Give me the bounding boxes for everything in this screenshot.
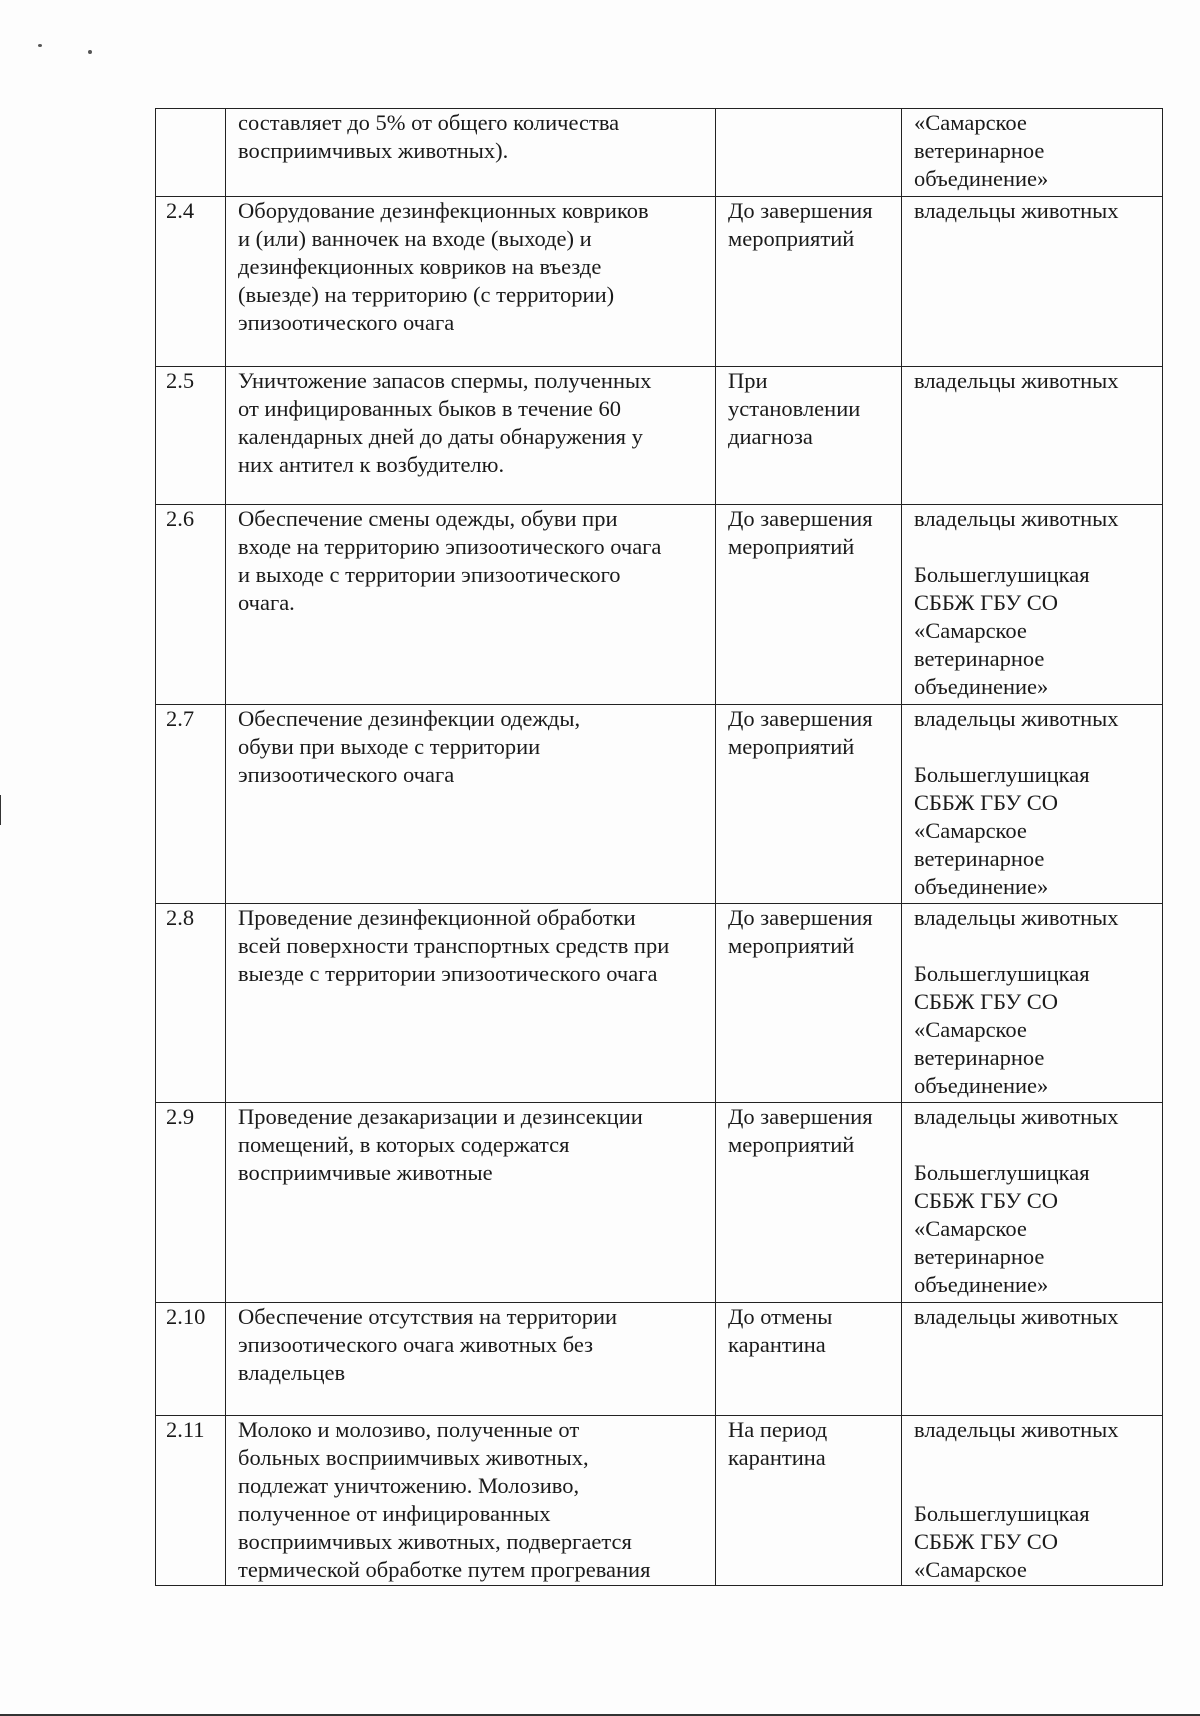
responsible-text bbox=[914, 705, 1154, 901]
measures-table-body bbox=[156, 109, 1163, 1586]
cell-line: Большеглушицкая bbox=[914, 1501, 1090, 1526]
cell-line: объединение» bbox=[914, 166, 1049, 191]
table-row bbox=[156, 904, 1163, 1103]
cell-line: Обеспечение отсутствия на территории bbox=[238, 1304, 618, 1329]
cell-line: До отмены bbox=[728, 1304, 833, 1329]
responsible-cell bbox=[902, 505, 1163, 705]
row-number: 2.6 bbox=[156, 505, 226, 705]
cell-line: Большеглушицкая bbox=[914, 562, 1090, 587]
cell-line: До завершения bbox=[728, 198, 873, 223]
row-number: 2.8 bbox=[156, 904, 226, 1103]
cell-line: Большеглушицкая bbox=[914, 762, 1090, 787]
cell-line: На период bbox=[728, 1417, 828, 1442]
cell-line: мероприятий bbox=[728, 226, 855, 251]
cell-line bbox=[914, 1131, 1154, 1159]
cell-line: ветеринарное bbox=[914, 646, 1045, 671]
cell-line: восприимчивые животные bbox=[238, 1160, 493, 1185]
measure-text bbox=[238, 197, 707, 337]
measure-text bbox=[238, 505, 707, 617]
measure-cell bbox=[226, 1303, 716, 1416]
table-row bbox=[156, 505, 1163, 705]
responsible-text bbox=[914, 904, 1154, 1100]
table-row bbox=[156, 1303, 1163, 1416]
cell-line: дезинфекционных ковриков на въезде bbox=[238, 254, 602, 279]
scan-speck bbox=[38, 44, 42, 47]
measure-cell bbox=[226, 705, 716, 904]
cell-line: ветеринарное bbox=[914, 1045, 1045, 1070]
cell-line: карантина bbox=[728, 1445, 826, 1470]
responsible-cell bbox=[902, 1416, 1163, 1586]
cell-line: полученное от инфицированных bbox=[238, 1501, 551, 1526]
cell-line: владельцы животных bbox=[914, 368, 1119, 393]
deadline-text bbox=[728, 705, 893, 761]
deadline-cell bbox=[716, 197, 902, 367]
deadline-text bbox=[728, 505, 893, 561]
responsible-text bbox=[914, 1416, 1154, 1584]
cell-line: СББЖ ГБУ СО bbox=[914, 590, 1059, 615]
cell-line: СББЖ ГБУ СО bbox=[914, 989, 1059, 1014]
measure-text bbox=[238, 109, 707, 165]
cell-line: термической обработке путем прогревания bbox=[238, 1557, 651, 1582]
measure-cell bbox=[226, 109, 716, 197]
cell-line: установлении bbox=[728, 396, 861, 421]
cell-line bbox=[914, 733, 1154, 761]
deadline-cell bbox=[716, 367, 902, 505]
cell-line: Проведение дезинфекционной обработки bbox=[238, 905, 636, 930]
row-number: 2.11 bbox=[156, 1416, 226, 1586]
cell-line: объединение» bbox=[914, 1272, 1049, 1297]
responsible-text bbox=[914, 1303, 1154, 1331]
cell-line: владельцев bbox=[238, 1360, 346, 1385]
deadline-cell bbox=[716, 904, 902, 1103]
responsible-text bbox=[914, 197, 1154, 225]
cell-line bbox=[914, 1472, 1154, 1500]
row-number bbox=[156, 109, 226, 197]
cell-line: очага. bbox=[238, 590, 295, 615]
cell-line bbox=[914, 533, 1154, 561]
cell-line: обуви при выходе с территории bbox=[238, 734, 541, 759]
cell-line: Большеглушицкая bbox=[914, 1160, 1090, 1185]
cell-line: восприимчивых животных, подвергается bbox=[238, 1529, 632, 1554]
cell-line: ветеринарное bbox=[914, 1244, 1045, 1269]
row-number: 2.4 bbox=[156, 197, 226, 367]
deadline-text bbox=[728, 1416, 893, 1472]
cell-line: (выезде) на территорию (с территории) bbox=[238, 282, 615, 307]
cell-line: объединение» bbox=[914, 1073, 1049, 1098]
cell-line: владельцы животных bbox=[914, 1304, 1119, 1329]
measure-cell bbox=[226, 197, 716, 367]
cell-line: «Самарское bbox=[914, 1557, 1027, 1582]
cell-line: них антител к возбудителю. bbox=[238, 452, 505, 477]
cell-line: подлежат уничтожению. Молозиво, bbox=[238, 1473, 580, 1498]
cell-line: эпизоотического очага животных без bbox=[238, 1332, 593, 1357]
table-row bbox=[156, 1416, 1163, 1586]
scan-edge-mark bbox=[0, 795, 1, 825]
cell-line: До завершения bbox=[728, 706, 873, 731]
measure-text bbox=[238, 1303, 707, 1387]
deadline-cell bbox=[716, 1103, 902, 1303]
measure-text bbox=[238, 367, 707, 479]
cell-line: мероприятий bbox=[728, 534, 855, 559]
cell-line: До завершения bbox=[728, 506, 873, 531]
table-row bbox=[156, 109, 1163, 197]
row-number: 2.9 bbox=[156, 1103, 226, 1303]
deadline-cell bbox=[716, 109, 902, 197]
responsible-cell bbox=[902, 1303, 1163, 1416]
row-number: 2.7 bbox=[156, 705, 226, 904]
table-row bbox=[156, 1103, 1163, 1303]
measure-text bbox=[238, 1416, 707, 1584]
measure-text bbox=[238, 1103, 707, 1187]
cell-line: Молоко и молозиво, полученные от bbox=[238, 1417, 580, 1442]
cell-line: всей поверхности транспортных средств при bbox=[238, 933, 670, 958]
row-number: 2.5 bbox=[156, 367, 226, 505]
responsible-cell bbox=[902, 367, 1163, 505]
responsible-cell bbox=[902, 904, 1163, 1103]
cell-line: Обеспечение дезинфекции одежды, bbox=[238, 706, 581, 731]
cell-line: владельцы животных bbox=[914, 198, 1119, 223]
cell-line: Уничтожение запасов спермы, полученных bbox=[238, 368, 652, 393]
responsible-text bbox=[914, 367, 1154, 395]
table-row bbox=[156, 197, 1163, 367]
cell-line: эпизоотического очага bbox=[238, 310, 455, 335]
deadline-text bbox=[728, 197, 893, 253]
deadline-cell bbox=[716, 1303, 902, 1416]
cell-line: До завершения bbox=[728, 1104, 873, 1129]
cell-line: До завершения bbox=[728, 905, 873, 930]
cell-line: объединение» bbox=[914, 674, 1049, 699]
cell-line: Оборудование дезинфекционных ковриков bbox=[238, 198, 649, 223]
deadline-text bbox=[728, 1303, 893, 1359]
responsible-cell bbox=[902, 705, 1163, 904]
measure-cell bbox=[226, 505, 716, 705]
cell-line bbox=[914, 1444, 1154, 1472]
deadline-text bbox=[728, 1103, 893, 1159]
responsible-cell bbox=[902, 109, 1163, 197]
cell-line: входе на территорию эпизоотического очага bbox=[238, 534, 662, 559]
cell-line: «Самарское bbox=[914, 110, 1027, 135]
deadline-cell bbox=[716, 705, 902, 904]
responsible-text bbox=[914, 109, 1154, 193]
cell-line: Большеглушицкая bbox=[914, 961, 1090, 986]
cell-line: диагноза bbox=[728, 424, 813, 449]
cell-line: больных восприимчивых животных, bbox=[238, 1445, 589, 1470]
cell-line: владельцы животных bbox=[914, 1104, 1119, 1129]
deadline-cell bbox=[716, 1416, 902, 1586]
table-row bbox=[156, 367, 1163, 505]
cell-line: составляет до 5% от общего количества bbox=[238, 110, 620, 135]
measure-cell bbox=[226, 1103, 716, 1303]
measure-cell bbox=[226, 367, 716, 505]
cell-line: владельцы животных bbox=[914, 706, 1119, 731]
cell-line: владельцы животных bbox=[914, 905, 1119, 930]
cell-line: ветеринарное bbox=[914, 138, 1045, 163]
deadline-text bbox=[728, 904, 893, 960]
cell-line: владельцы животных bbox=[914, 506, 1119, 531]
cell-line: Проведение дезакаризации и дезинсекции bbox=[238, 1104, 643, 1129]
cell-line: «Самарское bbox=[914, 1216, 1027, 1241]
cell-line: Обеспечение смены одежды, обуви при bbox=[238, 506, 618, 531]
measure-cell bbox=[226, 1416, 716, 1586]
measure-text bbox=[238, 705, 707, 789]
measure-text bbox=[238, 904, 707, 988]
row-number: 2.10 bbox=[156, 1303, 226, 1416]
cell-line: владельцы животных bbox=[914, 1417, 1119, 1442]
cell-line: эпизоотического очага bbox=[238, 762, 455, 787]
cell-line: СББЖ ГБУ СО bbox=[914, 1188, 1059, 1213]
responsible-text bbox=[914, 1103, 1154, 1299]
responsible-text bbox=[914, 505, 1154, 701]
cell-line: и (или) ванночек на входе (выходе) и bbox=[238, 226, 592, 251]
measures-table bbox=[155, 108, 1163, 1586]
responsible-cell bbox=[902, 197, 1163, 367]
cell-line: объединение» bbox=[914, 874, 1049, 899]
cell-line: СББЖ ГБУ СО bbox=[914, 1529, 1059, 1554]
cell-line: календарных дней до даты обнаружения у bbox=[238, 424, 643, 449]
scan-speck bbox=[88, 50, 92, 54]
cell-line: мероприятий bbox=[728, 933, 855, 958]
cell-line: карантина bbox=[728, 1332, 826, 1357]
cell-line: от инфицированных быков в течение 60 bbox=[238, 396, 621, 421]
deadline-text bbox=[728, 367, 893, 451]
cell-line: мероприятий bbox=[728, 1132, 855, 1157]
cell-line: ветеринарное bbox=[914, 846, 1045, 871]
cell-line: выезде с территории эпизоотического очага bbox=[238, 961, 658, 986]
cell-line: «Самарское bbox=[914, 618, 1027, 643]
cell-line bbox=[914, 932, 1154, 960]
cell-line: «Самарское bbox=[914, 818, 1027, 843]
table-row bbox=[156, 705, 1163, 904]
measure-cell bbox=[226, 904, 716, 1103]
cell-line: СББЖ ГБУ СО bbox=[914, 790, 1059, 815]
cell-line: мероприятий bbox=[728, 734, 855, 759]
cell-line: При bbox=[728, 368, 768, 393]
cell-line: и выходе с территории эпизоотического bbox=[238, 562, 621, 587]
responsible-cell bbox=[902, 1103, 1163, 1303]
cell-line: восприимчивых животных). bbox=[238, 138, 509, 163]
cell-line: «Самарское bbox=[914, 1017, 1027, 1042]
cell-line: помещений, в которых содержатся bbox=[238, 1132, 570, 1157]
deadline-cell bbox=[716, 505, 902, 705]
